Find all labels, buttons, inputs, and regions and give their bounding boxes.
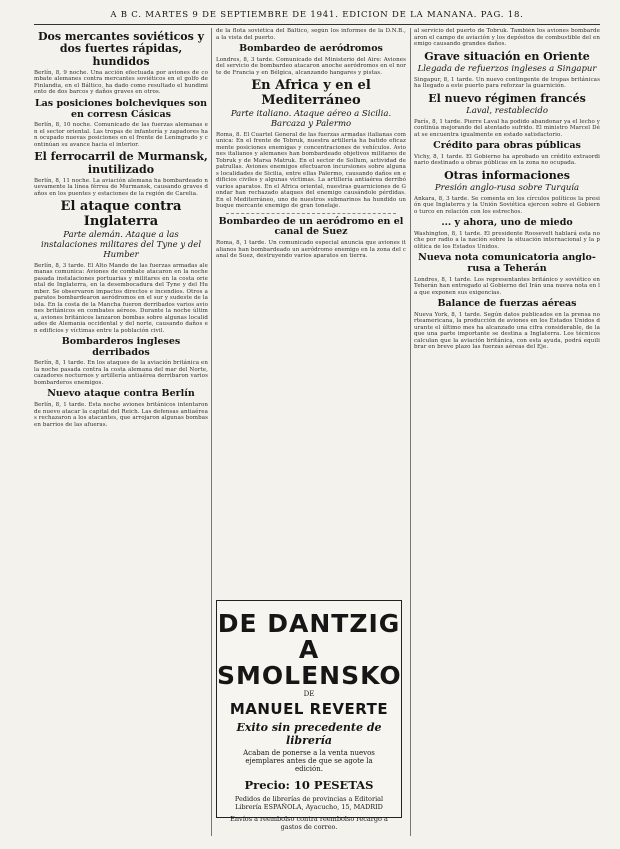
- headline: Grave situación en Oriente: [424, 49, 590, 63]
- book-advertisement: [216, 600, 402, 831]
- headline: Otras informaciones: [444, 168, 570, 182]
- article-body: Berlín, 8, 1 tarde. En los ataques de la aviación británica en la noche pasada contra la costa alemana del mar del Norte, cazadores nocturnos y artillería antiaérea derribaron varios bombarderos enemigos.: [34, 360, 208, 386]
- column-right: [414, 28, 600, 836]
- ad-price: Precio: 10 PESETAS: [244, 778, 374, 792]
- article-body: Ankara, 8, 3 tarde. Se comenta en los círculos políticos la presión que Inglaterra y la Unión Soviética ejercen sobre el Gobierno turco en relación con los estrechos.: [414, 195, 600, 215]
- ad-title-line-1: DE DANTZIG: [217, 609, 401, 638]
- ad-tagline: Exito sin precedente de librería: [236, 721, 382, 747]
- ad-title-line-2: A SMOLENSKO: [217, 635, 402, 690]
- subheadline: Parte italiano. Ataque aéreo a Sicilia. Barcaza y Palermo: [230, 109, 392, 129]
- article-body: Londres, 8, 1 tarde. Los representantes británico y soviético en Teherán han entregado al Gobierno del Irán una nueva nota en la que exponen sus exigencias.: [414, 276, 600, 296]
- headline: Crédito para obras públicas: [433, 140, 581, 152]
- article-body: Berlín, 8, 1 tarde. Esta noche aviones británicos intentaron de nuevo atacar la capital del Reich. Las defensas antiaéreas rechazaron a los atacantes, que arrojaron algunas bombas en barrios de las afueras.: [34, 402, 208, 428]
- ad-note: Acaban de ponerse a la venta nuevos ejemplares antes de que se agote la edición.: [243, 749, 375, 773]
- column-rule: [410, 28, 411, 836]
- article-body: de la flota soviética del Báltico, según los informes de la D.N.B., a la vista del puerto.: [216, 28, 406, 41]
- headline: En Africa y en el Mediterráneo: [251, 78, 371, 108]
- subheadline: Presión anglo-rusa sobre Turquía: [434, 183, 580, 194]
- headline: El ferrocarril de Murmansk, inutilizado: [34, 150, 208, 176]
- headline: Nueva nota comunicatoria anglo-rusa a Teherán: [418, 252, 596, 275]
- article-body: Berlín, 8, 11 noche. La aviación alemana ha bombardeado nuevamente la línea férrea de Murmansk, causando graves daños en los puentes y estaciones de la región de Carelia.: [34, 177, 208, 197]
- ad-footer: Envíos a reembolso contra reembolso recargo a gastos de correo.: [230, 815, 388, 831]
- newspaper-page: [34, 10, 600, 840]
- headline: Bombardeo de un aeródromo en el canal de Suez: [218, 215, 404, 238]
- article-body: Roma, 8. El Cuartel General de las fuerzas armadas italianas comunica: En el frente de Tobruk, nuestra artillería ha batido eficazmente posiciones enemigas y concentraciones de vehículos. Aviones italianos y alemanes han bombardeado objetivos militares de Tobruk y de Marsa Matruk. En el sector de Sollum, actividad de patrullas. Aviones enemigos efectuaron incursiones sobre algunas localidades de Sicilia, entre ellas Palermo, causando daños en edificios civiles y algunas víctimas. La artillería antiaérea derribó varios aparatos. En el Africa oriental, nuestras guarniciones de Gondar han rechazado ataques del enemigo causándole pérdidas. En el Mediterráneo, uno de nuestros submarinos ha hundido un buque mercante enemigo de gran tonelaje.: [216, 131, 406, 210]
- article-body: París, 8, 1 tarde. Pierre Laval ha podido abandonar ya el lecho y continúa mejorando del atentado sufrido. El ministro Marcel Déat se encuentra igualmente en estado satisfactorio.: [414, 118, 600, 138]
- headline: Las posiciones bolcheviques son en corresn Cásicas: [34, 97, 208, 120]
- article-body: Londres, 8, 3 tarde. Comunicado del Ministerio del Aire: Aviones del servicio de bombardeo atacaron anoche aeródromos en el norte de Francia y en Bélgica, alcanzando hangares y pistas.: [216, 56, 406, 76]
- article-body: Berlín, 8, 9 noche. Una acción efectuada por aviones de combate alemanes contra mercantes soviéticos en el golfo de Finlandia, en el Báltico, ha dado como resultado el hundimiento de dos barcos y daños graves en otros.: [34, 69, 208, 96]
- column-rule: [211, 28, 212, 836]
- subheadline: Parte alemán. Ataque a las instalaciones militares del Tyne y del Humber: [40, 230, 202, 260]
- divider: [226, 213, 396, 214]
- headline: Bombardeo de aeródromos: [239, 43, 383, 54]
- headline: El ataque contra Inglaterra: [60, 199, 182, 229]
- article-body: Nueva York, 8, 1 tarde. Según datos publicados en la prensa norteamericana, la producción de aviones en los Estados Unidos durante el último mes ha alcanzado una cifra considerable, de la que una parte importante se destina a Inglaterra. Los técnicos calculan que la aviación británica, con esta ayuda, podrá equilibrar en breve plazo las fuerzas aéreas del Eje.: [414, 311, 600, 351]
- article-body: Berlín, 8, 3 tarde. El Alto Mando de las fuerzas armadas alemanas comunica: Aviones de combate atacaron en la noche pasada instalaciones portuarias y militares en la costa oriental de Inglaterra, en la desembocadura del Tyne y del Humber. Se observaron impactos directos e incendios. Otros aparatos bombardearon aeródromos en el sur y sudeste de la isla. En la costa de la Mancha fueron derribados varios aviones británicos en combates aéreos. Durante la noche última, aviones británicos lanzaron bombas sobre algunas localidades de Alemania occidental y del norte, causando daños en edificios y víctimas entre la población civil.: [34, 262, 208, 334]
- headline: ... y ahora, uno de miedo: [441, 217, 573, 229]
- ad-orders: Pedidos de librerías de provincias a Editorial Librería ESPAÑOLA, Ayacucho, 15, MADRID: [234, 795, 384, 811]
- ad-author: MANUEL REVERTE: [229, 700, 389, 718]
- subheadline: Laval, restablecido: [466, 105, 548, 116]
- article-body: al servicio del puerto de Tobruk. También los aviones bombardearon el campo de aviación y los depósitos de combustible del enemigo causando grandes daños.: [414, 28, 600, 47]
- article-body: Vichy, 8, 1 tarde. El Gobierno ha aprobado un crédito extraordinario destinado a obras públicas en la zona no ocupada.: [414, 153, 600, 167]
- ad-by: DE: [303, 690, 315, 698]
- running-header: A B C. MARTES 9 DE SEPTIEMBRE DE 1941. EDICION DE LA MAÑANA. PAG. 18.: [34, 10, 600, 25]
- headline: Nuevo ataque contra Berlín: [47, 388, 195, 400]
- article-body: Washington, 8, 1 tarde. El presidente Roosevelt hablará esta noche por radio a la nación sobre la situación internacional y la política de los Estados Unidos.: [414, 230, 600, 250]
- article-body: Singapur, 8, 1 tarde. Un nuevo contingente de tropas británicas ha llegado a este puerto para reforzar la guarnición.: [414, 76, 600, 90]
- column-left: [34, 28, 208, 836]
- headline: Bombarderos ingleses derribados: [61, 336, 181, 358]
- subheadline: Llegada de refuerzos ingleses a Singapur: [417, 63, 597, 74]
- article-body: Berlín, 8, 10 noche. Comunicado de las fuerzas alemanas en el sector oriental. Las tropas de infantería y zapadores han ocupado nuevas posiciones en el frente de Leningrado y continúan su avance hacia el interior.: [34, 122, 208, 148]
- headline: Balance de fuerzas aéreas: [437, 298, 577, 310]
- headline: El nuevo régimen francés: [428, 91, 586, 105]
- article-body: Roma, 8, 1 tarde. Un comunicado especial anuncia que aviones italianos han bombardeado un aeródromo enemigo en la zona del canal de Suez, destruyendo varios aparatos en tierra.: [216, 240, 406, 259]
- headline: Dos mercantes soviéticos y dos fuertes rápidas, hundidos: [37, 30, 205, 68]
